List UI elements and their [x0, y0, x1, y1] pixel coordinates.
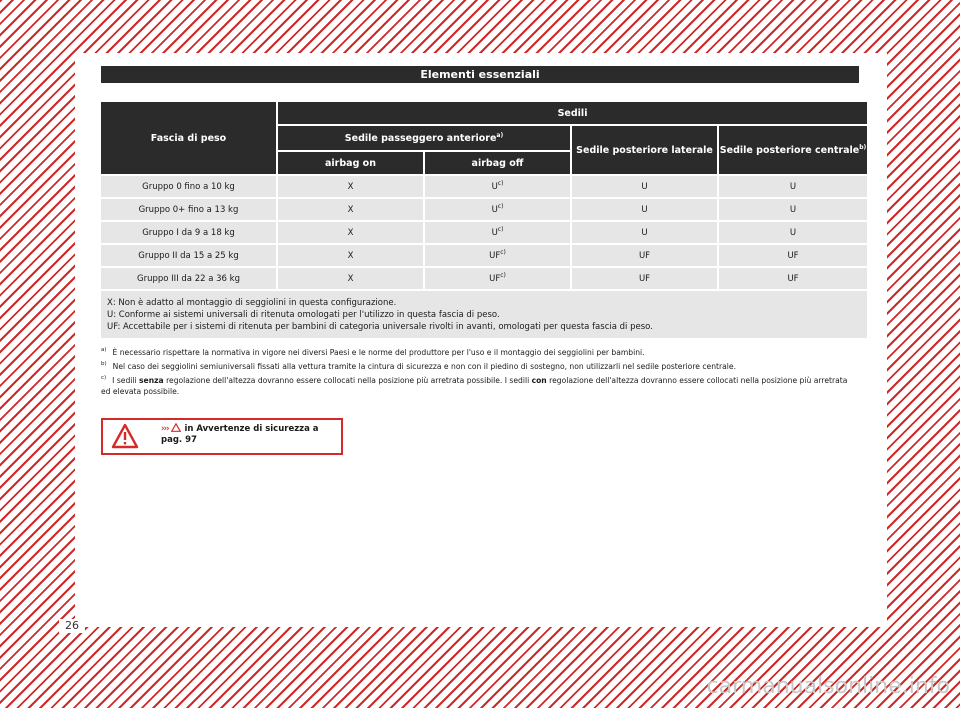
- cell-airbag-on: X: [278, 176, 423, 197]
- child-seat-table: [99, 100, 869, 340]
- footnote-b: $^{b)}$ Nel caso dei seggiolini semiuniversali fissati alla vettura tramite la cintura di sicurezza e non con il piedino di sostegno, non utilizzarli nel sedile posteriore centrale.: [101, 361, 736, 371]
- cell-airbag-off: $U^{c)}$: [425, 199, 570, 220]
- section-header: Elementi essenziali: [101, 66, 859, 83]
- header-airbag-off: airbag off: [425, 152, 570, 174]
- header-rear-side: Sedile posteriore laterale: [572, 126, 717, 174]
- arrows-icon: ›››: [161, 424, 169, 434]
- cell-airbag-on: X: [278, 245, 423, 266]
- cell-rear-center: U: [719, 222, 867, 243]
- row-group: Gruppo 0 fino a 10 kg: [101, 176, 276, 197]
- cell-airbag-off: $U^{c)}$: [425, 176, 570, 197]
- cell-rear-side: U: [572, 199, 717, 220]
- row-group: Gruppo 0+ fino a 13 kg: [101, 199, 276, 220]
- header-rear-center: Sedile posteriore centrale$^{b)}$: [719, 126, 867, 174]
- cell-rear-side: U: [572, 222, 717, 243]
- row-group: Gruppo III da 22 a 36 kg: [101, 268, 276, 289]
- table-row: [101, 268, 867, 289]
- header-weight-class: Fascia di peso: [101, 102, 276, 174]
- header-airbag-on: airbag on: [278, 152, 423, 174]
- warning-triangle-icon: [111, 423, 139, 449]
- footnotes: [101, 347, 859, 400]
- cell-rear-side: U: [572, 176, 717, 197]
- cell-airbag-off: $U^{c)}$: [425, 222, 570, 243]
- cell-rear-center: U: [719, 199, 867, 220]
- row-group: Gruppo I da 9 a 18 kg: [101, 222, 276, 243]
- safety-warning-link[interactable]: [101, 418, 343, 455]
- footnote-c: $^{c)}$ I sedili senza regolazione dell'altezza dovranno essere collocati nella posizione più arretrata possibile. I sedili con regolazione dell'altezza dovranno essere collocati nella posizione più arretrata ed elevata possibile.: [101, 375, 848, 396]
- header-seats: Sedili: [278, 102, 867, 124]
- table-legend: [101, 291, 867, 338]
- legend-row: [101, 291, 867, 338]
- table-row: [101, 222, 867, 243]
- table-row: [101, 176, 867, 197]
- cell-rear-center: UF: [719, 268, 867, 289]
- cell-rear-side: UF: [572, 268, 717, 289]
- small-warning-icon: [171, 423, 181, 432]
- legend-u: U: Conforme ai sistemi universali di ritenuta omologati per l'utilizzo in questa fascia di peso.: [107, 310, 500, 320]
- cell-rear-side: UF: [572, 245, 717, 266]
- footnote-a: $^{a)}$ È necessario rispettare la normativa in vigore nei diversi Paesi e le norme del produttore per l'uso e il montaggio dei seggiolini per bambini.: [101, 347, 645, 357]
- cell-rear-center: UF: [719, 245, 867, 266]
- watermark: carmanualsonline.info: [706, 674, 950, 699]
- legend-x: X: Non è adatto al montaggio di seggiolini in questa configurazione.: [107, 298, 397, 308]
- cell-airbag-off: UF$^{c)}$: [425, 268, 570, 289]
- warning-reference[interactable]: ››› in Avvertenze di sicurezza a pag. 97: [161, 424, 319, 445]
- row-group: Gruppo II da 15 a 25 kg: [101, 245, 276, 266]
- page-number: 26: [59, 619, 85, 633]
- cell-rear-center: U: [719, 176, 867, 197]
- header-front-passenger: Sedile passeggero anteriore$^{a)}$: [278, 126, 570, 150]
- cell-airbag-on: X: [278, 268, 423, 289]
- table-row: [101, 199, 867, 220]
- cell-airbag-on: X: [278, 222, 423, 243]
- table-row: [101, 245, 867, 266]
- cell-airbag-on: X: [278, 199, 423, 220]
- cell-airbag-off: UF$^{c)}$: [425, 245, 570, 266]
- legend-uf: UF: Accettabile per i sistemi di ritenuta per bambini di categoria universale rivolti in avanti, omologati per questa fascia di peso.: [107, 322, 653, 332]
